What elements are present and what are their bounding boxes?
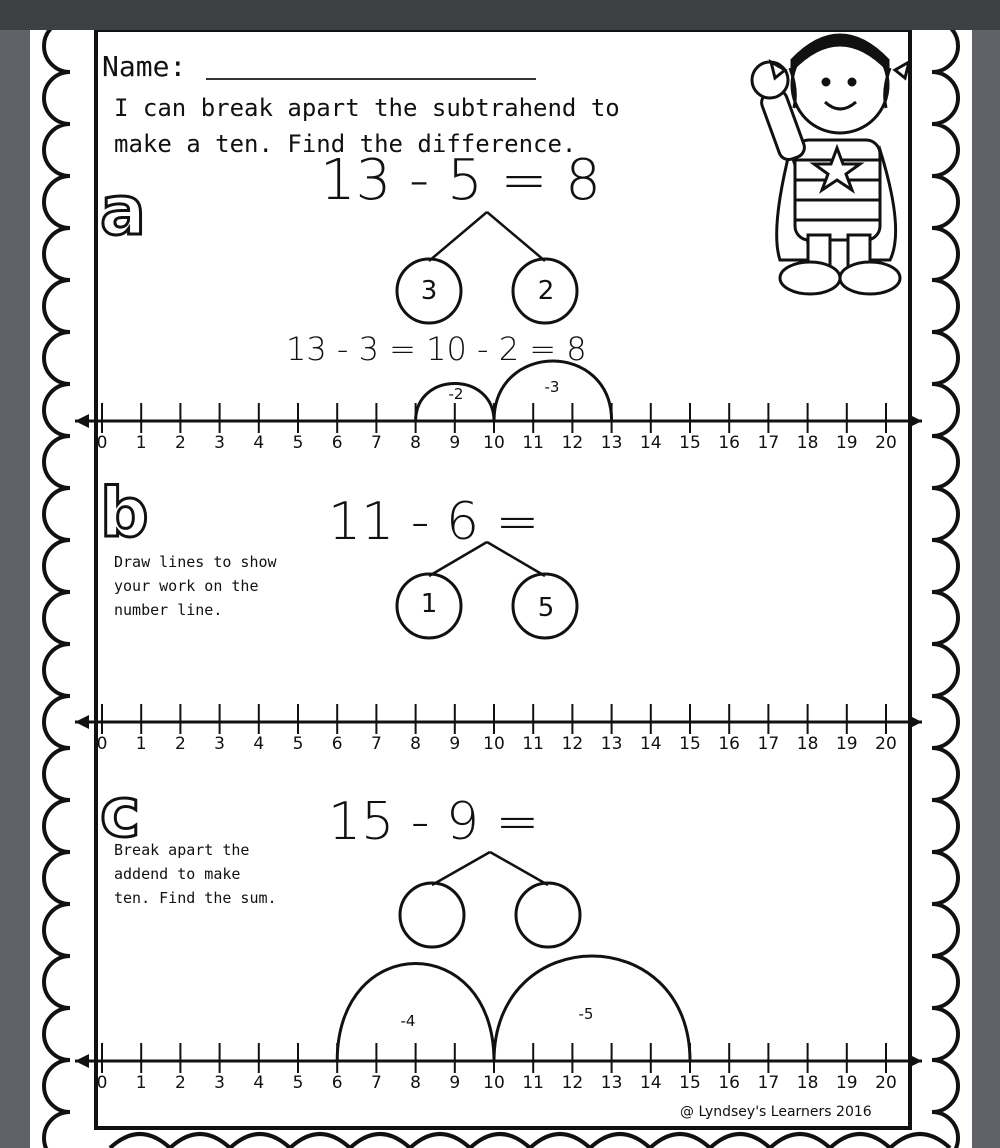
problem-c-bond-circle-right [516, 883, 580, 947]
number-line-tick-label: 19 [835, 1073, 858, 1093]
number-line-tick-label: 5 [292, 1073, 304, 1093]
number-line-tick-label: 0 [96, 734, 108, 754]
number-line-tick-label: 18 [796, 734, 819, 754]
number-line-tick-label: 7 [370, 734, 382, 754]
number-line-tick-label: 3 [214, 1073, 226, 1093]
copyright-text: @ Lyndsey's Learners 2016 [680, 1104, 872, 1120]
number-line-tick-label: 10 [483, 734, 505, 754]
problem-c-bond-circle-left [400, 883, 464, 947]
number-line-tick-label: 17 [757, 734, 780, 754]
number-line-tick-label: 3 [214, 734, 226, 754]
viewer-top-bar [0, 0, 1000, 30]
number-line-tick-label: 12 [561, 1073, 584, 1093]
problem-a-bond-left: 3 [420, 276, 438, 306]
number-line-tick-label: 8 [410, 433, 422, 453]
number-line-tick-label: 13 [600, 1073, 623, 1093]
name-label: Name: [102, 50, 187, 83]
number-line-tick-label: 15 [679, 1073, 701, 1093]
number-line-tick-label: 10 [483, 1073, 505, 1093]
problem-c-letter: c [100, 774, 141, 853]
number-line-tick-label: 4 [253, 1073, 265, 1093]
number-line-tick-label: 6 [331, 433, 343, 453]
number-line-tick-label: 4 [253, 433, 265, 453]
number-line-tick-label: 14 [639, 1073, 662, 1093]
number-line-tick-label: 19 [835, 433, 858, 453]
number-line-tick-label: 2 [174, 734, 186, 754]
number-line-tick-label: 11 [522, 734, 545, 754]
number-line-tick-label: 1 [135, 734, 147, 754]
right-scallop-border [932, 30, 958, 1148]
problem-a-bond-line-left [429, 212, 487, 261]
problem-a-hop-2-label: -3 [544, 378, 560, 396]
number-line-tick-label: 8 [410, 734, 422, 754]
number-line-tick-label: 2 [174, 433, 186, 453]
left-arrow-icon [75, 715, 89, 729]
number-line-tick-label: 20 [875, 1073, 897, 1093]
right-arrow-icon [908, 1054, 922, 1068]
problem-c-bond-line-right [490, 852, 548, 885]
problem-b-bond-left: 1 [420, 589, 438, 619]
number-line-tick-label: 0 [96, 1073, 108, 1093]
problem-a-work: 13 - 3 = 10 - 2 = 8 [286, 330, 587, 368]
superhero-girl-clipart [730, 30, 920, 300]
number-line-tick-label: 19 [835, 734, 858, 754]
problem-a-letter: a [100, 172, 146, 251]
problem-b-letter: b [100, 474, 149, 553]
number-line-tick-label: 3 [214, 433, 226, 453]
number-line-tick-label: 16 [718, 1073, 741, 1093]
problem-c-bond-line-left [432, 852, 490, 885]
number-line-tick-label: 20 [875, 734, 897, 754]
problem-c-hop-1-label: -4 [400, 1012, 416, 1030]
number-line-tick-label: 1 [135, 1073, 147, 1093]
number-line-tick-label: 15 [679, 734, 701, 754]
number-line-tick-label: 13 [600, 734, 623, 754]
problem-b-equation: 11 - 6 = [328, 492, 540, 552]
problem-a-hop-1-label: -2 [448, 385, 464, 403]
problem-c-equation: 15 - 9 = [328, 792, 540, 852]
number-line-tick-label: 8 [410, 1073, 422, 1093]
number-line-tick-label: 5 [292, 433, 304, 453]
problem-a-bond-right: 2 [537, 276, 555, 306]
number-line-tick-label: 17 [757, 1073, 780, 1093]
problem-b-bond-right: 5 [537, 593, 555, 623]
problem-c-note: Break apart the addend to make ten. Find the sum. [114, 841, 277, 907]
problem-a-bond-line-right [487, 212, 545, 261]
number-line-tick-label: 0 [96, 433, 108, 453]
number-line-tick-label: 12 [561, 734, 584, 754]
number-line-tick-label: 9 [449, 1073, 461, 1093]
left-arrow-icon [75, 1054, 89, 1068]
number-line-tick-label: 7 [370, 433, 382, 453]
number-line-tick-label: 9 [449, 433, 461, 453]
number-line-tick-label: 16 [718, 734, 741, 754]
number-line-tick-label: 5 [292, 734, 304, 754]
left-arrow-icon [75, 414, 89, 428]
instruction-text: I can break apart the subtrahend to make a ten. Find the difference. [114, 94, 620, 158]
number-line-tick-label: 2 [174, 1073, 186, 1093]
problem-a-equation: 13 - 5 = 8 [320, 148, 601, 213]
name-field-line[interactable] [206, 78, 536, 80]
number-line-tick-label: 14 [639, 734, 662, 754]
right-arrow-icon [908, 715, 922, 729]
number-line-tick-label: 13 [600, 433, 623, 453]
number-line-tick-label: 18 [796, 1073, 819, 1093]
number-line-tick-label: 14 [639, 433, 662, 453]
number-line-tick-label: 15 [679, 433, 701, 453]
problem-b-note: Draw lines to show your work on the number line. [114, 553, 277, 619]
problem-c-hop-2-label: -5 [578, 1005, 594, 1023]
number-line-tick-label: 16 [718, 433, 741, 453]
number-line-tick-label: 12 [561, 433, 584, 453]
number-line-tick-label: 4 [253, 734, 265, 754]
number-line-tick-label: 20 [875, 433, 897, 453]
number-line-tick-label: 18 [796, 433, 819, 453]
left-scallop-border [44, 30, 70, 1148]
number-line-tick-label: 7 [370, 1073, 382, 1093]
number-line-tick-label: 6 [331, 734, 343, 754]
number-line-tick-label: 1 [135, 433, 147, 453]
number-line-tick-label: 6 [331, 1073, 343, 1093]
bottom-scallop-border [110, 1134, 950, 1148]
number-line-tick-label: 11 [522, 1073, 545, 1093]
worksheet-page [30, 30, 972, 1148]
number-line-tick-label: 10 [483, 433, 505, 453]
right-arrow-icon [908, 414, 922, 428]
number-line-tick-label: 17 [757, 433, 780, 453]
number-line-tick-label: 11 [522, 433, 545, 453]
number-line-tick-label: 9 [449, 734, 461, 754]
